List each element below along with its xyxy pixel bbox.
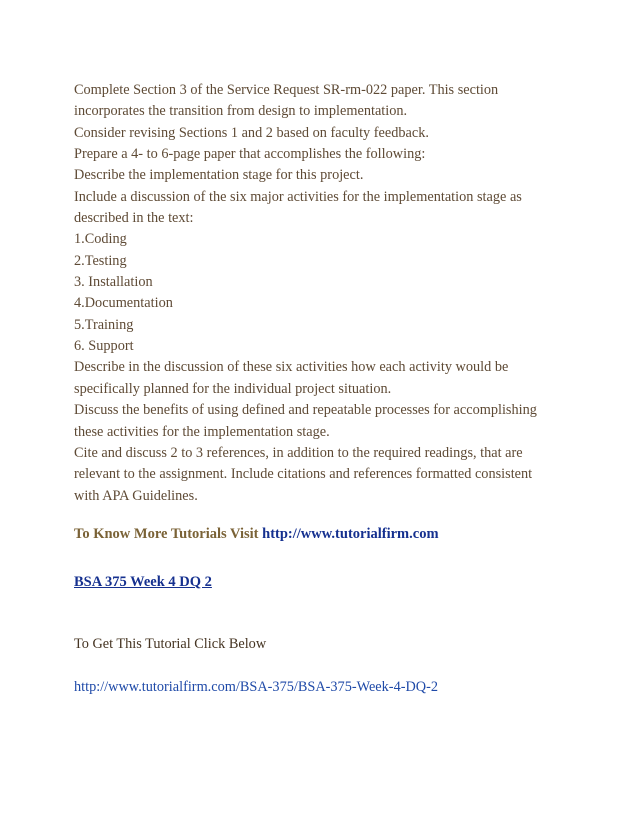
text-line: Describe in the discussion of these six activities how each activity would be [74, 359, 509, 376]
text-line: 2.Testing [74, 252, 127, 269]
text-line: Cite and discuss 2 to 3 references, in addition to the required readings, that are [74, 444, 523, 461]
text-line: 6. Support [74, 338, 134, 355]
text-line: Describe the implementation stage for this project. [74, 167, 364, 184]
tutorialfirm-home-link[interactable]: http://www.tutorialfirm.com [262, 526, 439, 542]
get-tutorial-text: To Get This Tutorial Click Below [74, 636, 267, 652]
text-line: 5.Training [74, 316, 134, 333]
text-line: with APA Guidelines. [74, 487, 198, 504]
text-line: incorporates the transition from design to implementation. [74, 103, 408, 120]
tutorial-url-link[interactable]: http://www.tutorialfirm.com/BSA-375/BSA-375-Week-4-DQ-2 [74, 679, 439, 695]
text-line: relevant to the assignment. Include citations and references formatted consistent [74, 466, 533, 483]
text-line: these activities for the implementation stage. [74, 423, 330, 440]
text-line: specifically planned for the individual project situation. [74, 380, 392, 397]
text-line: Include a discussion of the six major activities for the implementation stage as [74, 188, 522, 205]
text-line: Consider revising Sections 1 and 2 based on faculty feedback. [74, 124, 429, 141]
text-line: Discuss the benefits of using defined and repeatable processes for accomplishing [74, 402, 537, 419]
text-line: 3. Installation [74, 274, 153, 291]
text-line: Complete Section 3 of the Service Request SR-rm-022 paper. This section [74, 82, 499, 98]
text-line: 1.Coding [74, 231, 127, 248]
course-title-link[interactable]: BSA 375 Week 4 DQ 2 [74, 574, 212, 590]
text-line: described in the text: [74, 210, 194, 227]
text-line: 4.Documentation [74, 295, 173, 312]
assignment-text [74, 80, 574, 507]
tutorial-visit-line [74, 526, 439, 543]
tutorial-visit-label: To Know More Tutorials Visit [74, 526, 263, 542]
text-line: Prepare a 4- to 6-page paper that accomplishes the following: [74, 146, 426, 163]
